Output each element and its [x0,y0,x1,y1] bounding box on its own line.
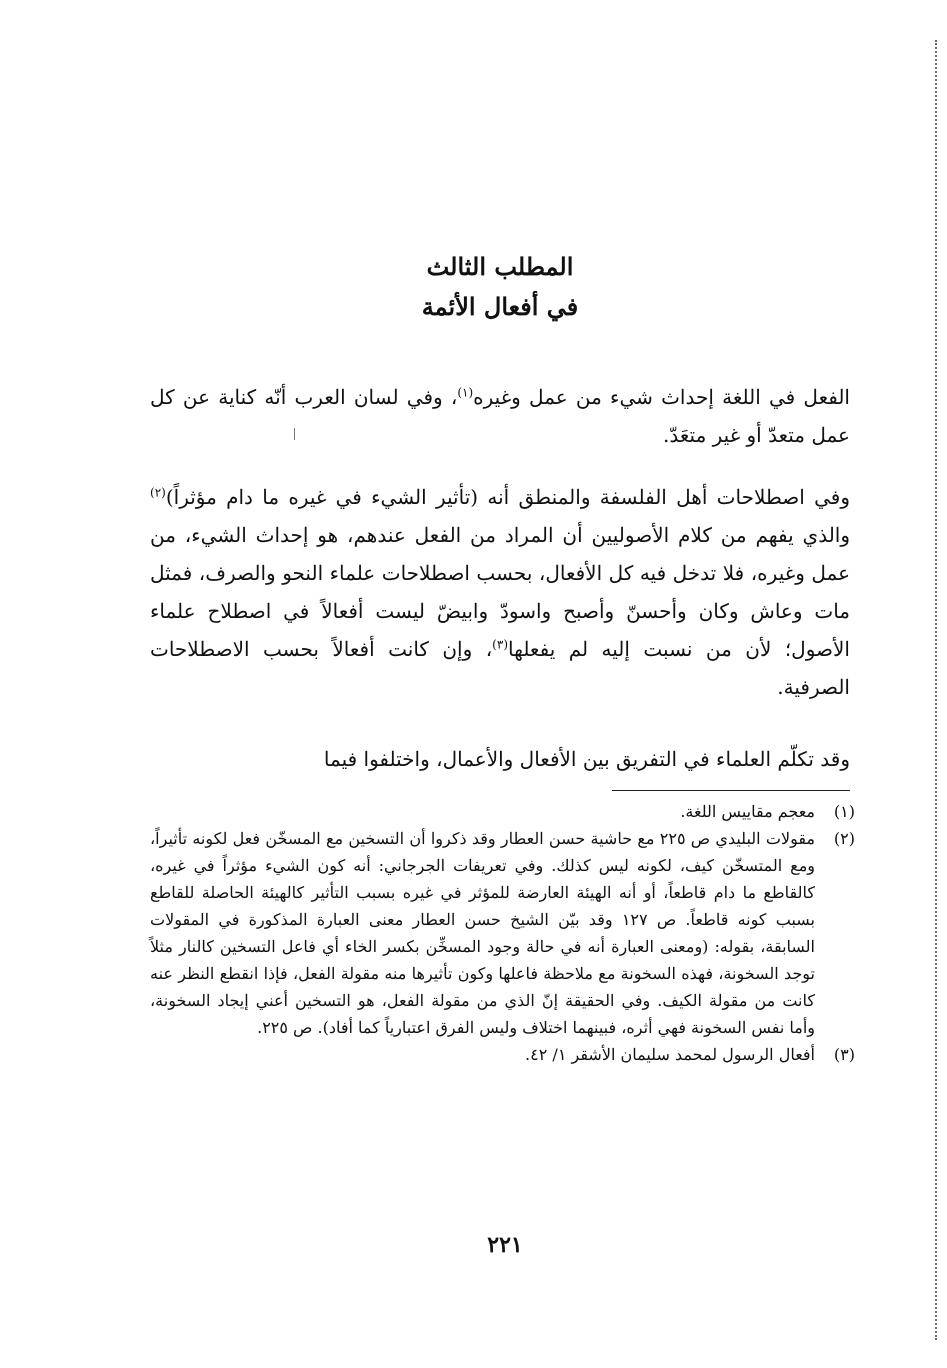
footnote-1 [150,798,855,825]
section-heading: المطلب الثالث [426,252,574,281]
footnote-2 [150,825,855,1041]
footnote-ref-2: (٢) [150,485,166,500]
paragraph-1-text-a: الفعل في اللغة إحداث شيء من عمل وغيره [473,385,850,409]
page-number: ٢٢١ [487,1232,523,1258]
paragraph-2-text-a: وفي اصطلاحات أهل الفلسفة والمنطق أنه (تأثير الشيء في غيره ما دام مؤثراً) [165,485,850,509]
paragraph-2-text-b: والذي يفهم من كلام الأصوليين أن المراد من الفعل عندهم، هو إحداث الشيء، من عمل وغيره، فلا تدخل فيه كل الأفعال، بحسب اصطلاحات علماء النحو والصرف، فمثل مات وعاش وكان وأحسنّ وأصبح واسودّ وابيضّ ليست أفعالاً في اصطلاح علماء الأصول؛ لأن من نسبت إليه لم يفعلها [150,523,851,661]
paragraph-1-text-b: ، وفي لسان العرب أنّه كناية عن كل عمل متعدّ أو غير متعَدّ. [150,385,850,447]
paragraph-3-text: وقد تكلّم العلماء في التفريق بين الأفعال والأعمال، واختلفوا فيما [323,747,850,771]
footnote-ref-1: (١) [457,385,474,400]
footnotes-section [150,798,855,1068]
footnote-text: أفعال الرسول لمحمد سليمان الأشقر ١/ ٤٢. [525,1045,815,1064]
footnote-text: معجم مقاييس اللغة. [680,802,815,821]
page-edge-dotted-line [935,40,937,1340]
footnote-number: (١) [833,802,855,821]
paragraph-3 [150,740,850,778]
footnote-number: (٣) [833,1045,855,1064]
paragraph-2-text-c: ، وإن كانت أفعالاً بحسب الاصطلاحات الصرفية. [150,637,850,699]
footnote-ref-3: (٣) [492,637,508,652]
footnote-number: (٢) [833,829,855,848]
section-subheading: في أفعال الأئمة [421,292,579,321]
paragraph-1 [150,378,850,454]
footnote-separator [612,790,850,791]
footnote-3 [150,1041,855,1068]
paragraph-2 [150,478,850,706]
footnote-text: مقولات البليدي ص ٢٢٥ مع حاشية حسن العطار وقد ذكروا أن التسخين مع المسخّن فعل لكونه تأثيراً، ومع المتسخّن كيف، لكونه ليس كذلك. وفي تعريفات الجرجاني: أنه كون الشيء مؤثراً في غيره، كالقاطع ما دام قاطعاً، أو أنه الهيئة العارضة للمؤثر في غيره بسبب التأثير كالهيئة الحاصلة للقاطع بسبب كونه قاطعاً. ص ١٢٧ وقد بيّن الشيخ حسن العطار معنى العبارة المذكورة في المقولات السابقة، بقوله: (ومعنى العبارة أنه في حالة وجود المسخِّن بكسر الخاء أي فاعل التسخين كالنار مثلاً توجد السخونة، فهذه السخونة مع ملاحظة فاعلها وكون تأثيرها منه مقولة الفعل، فإذا انقطع النظر عنه كانت من مقولة الكيف. وفي الحقيقة إنّ الذي من مقولة الفعل، هو التسخين أعني إيجاد السخونة، وأما نفس السخونة فهي أثره، فبينهما اختلاف وليس الفرق اعتبارياً كما أفاد). ص ٢٢٥. [150,829,816,1037]
